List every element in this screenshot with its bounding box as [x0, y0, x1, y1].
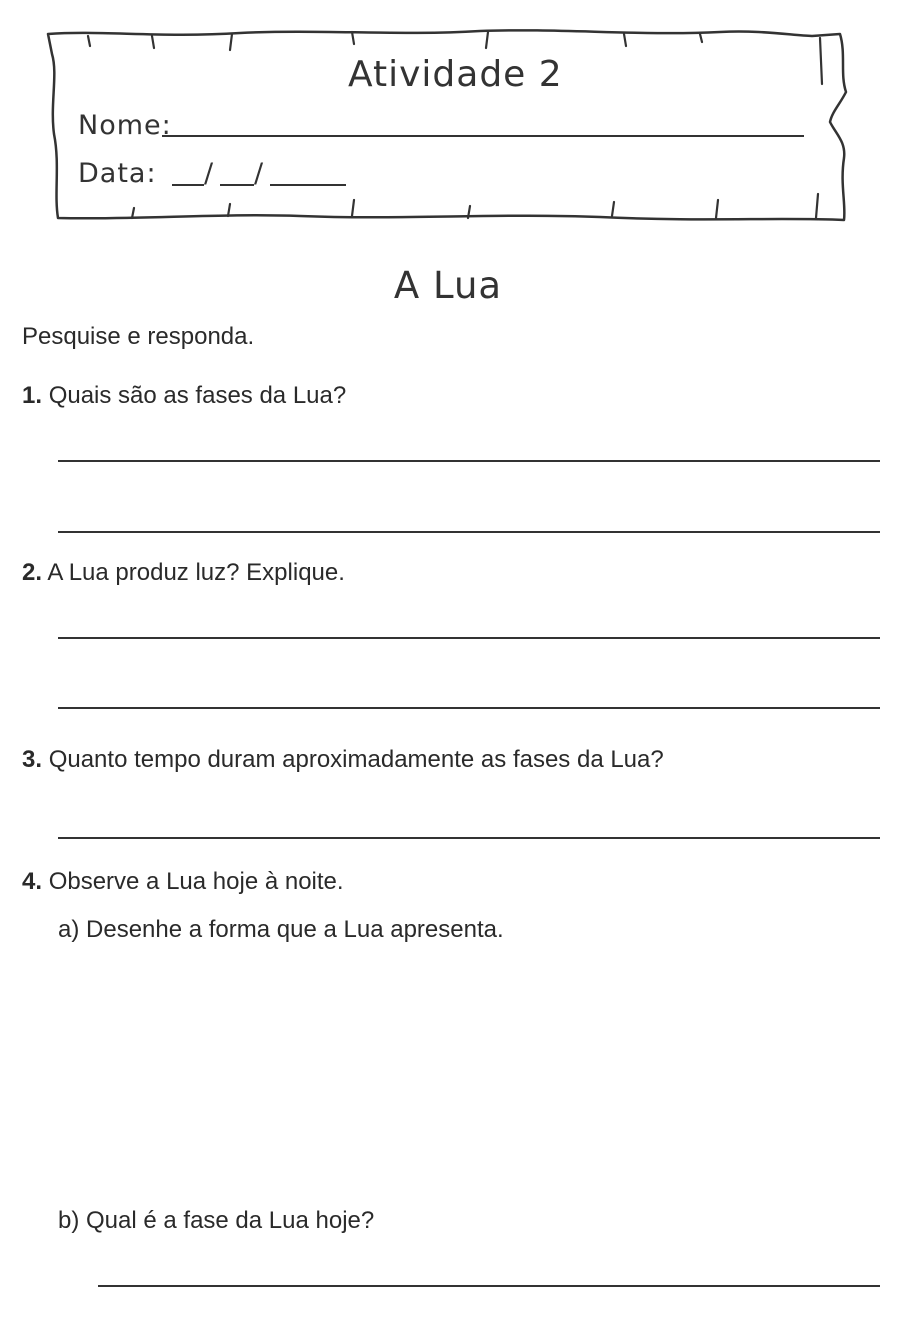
- activity-title: Atividade 2: [348, 54, 563, 95]
- answer-line-q2-2[interactable]: [58, 707, 880, 709]
- name-field-line[interactable]: [162, 135, 804, 137]
- question-text: A Lua produz luz? Explique.: [47, 559, 345, 586]
- activity-header-banner: [40, 24, 860, 234]
- question-3: [22, 746, 664, 774]
- name-label: Nome:: [78, 110, 172, 141]
- answer-line-q1-2[interactable]: [58, 531, 880, 533]
- question-4: [22, 868, 344, 896]
- question-text: Quanto tempo duram aproximadamente as fases da Lua?: [48, 746, 664, 773]
- subquestion-b: b) Qual é a fase da Lua hoje?: [58, 1207, 375, 1234]
- question-text: Observe a Lua hoje à noite.: [48, 868, 344, 895]
- date-month-line[interactable]: [220, 184, 254, 186]
- date-label: Data:: [78, 158, 157, 189]
- instruction-text: Pesquise e responda.: [22, 323, 255, 350]
- answer-line-q3-1[interactable]: [58, 837, 880, 839]
- question-text: Quais são as fases da Lua?: [48, 382, 347, 409]
- date-separator: /: [204, 158, 214, 189]
- question-number: 3.: [22, 746, 43, 773]
- date-separator: /: [254, 158, 264, 189]
- question-number: 4.: [22, 868, 43, 895]
- answer-line-q2-1[interactable]: [58, 637, 880, 639]
- date-day-line[interactable]: [172, 184, 204, 186]
- question-number: 1.: [22, 382, 43, 409]
- subquestion-a: a) Desenhe a forma que a Lua apresenta.: [58, 916, 504, 943]
- answer-line-q4b-1[interactable]: [98, 1285, 880, 1287]
- answer-line-q1-1[interactable]: [58, 460, 880, 462]
- question-2: [22, 559, 345, 587]
- date-year-line[interactable]: [270, 184, 346, 186]
- drawing-area[interactable]: [58, 960, 880, 1190]
- question-1: [22, 382, 346, 410]
- question-number: 2.: [22, 559, 43, 586]
- worksheet-title: A Lua: [393, 264, 503, 307]
